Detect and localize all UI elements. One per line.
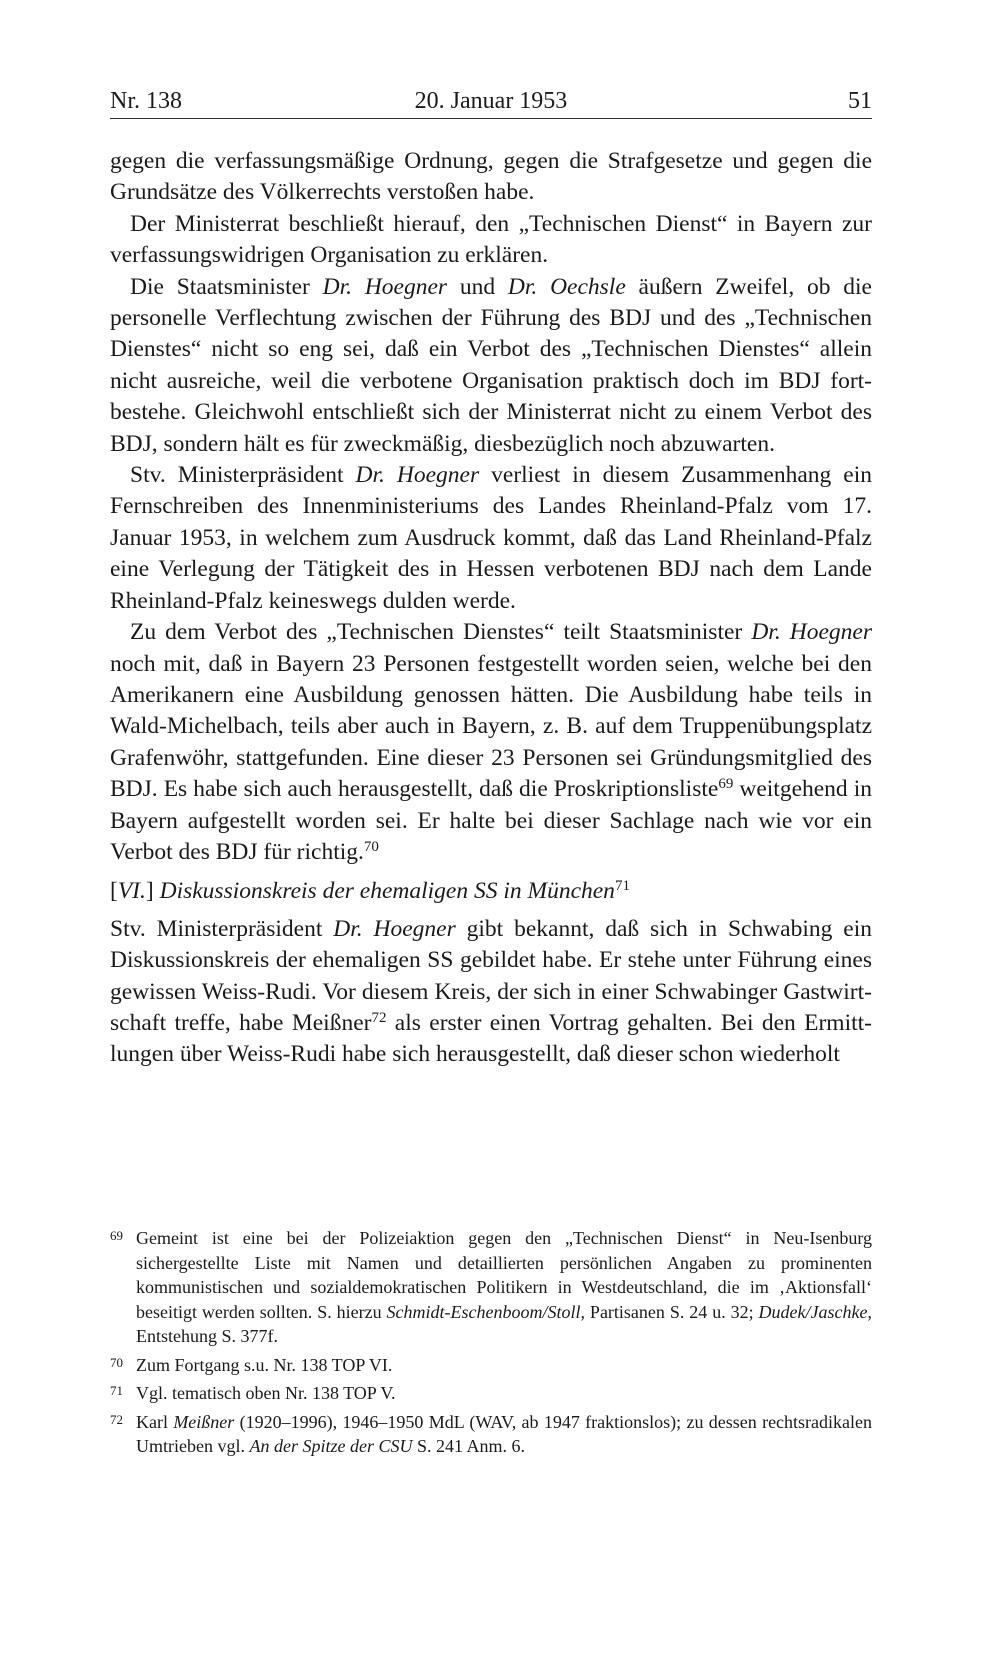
person-name: Dr. Oechsle <box>507 273 626 300</box>
paragraph-6 <box>110 914 872 1071</box>
person-name: Dr. Hoegner <box>355 462 480 489</box>
page-number: 51 <box>848 88 872 114</box>
footnote-text: , Entstehung S. 377f. <box>136 1301 872 1346</box>
document-number: Nr. 138 <box>110 88 182 114</box>
section-title: Diskussionskreis der ehemaligen SS in München <box>159 878 615 905</box>
paragraph-text: als erster einen Vortrag gehalten. Bei den Ermittlungen über Weiss-Rudi habe sich herausgestellt, daß dieser schon wiederholt <box>110 1009 872 1068</box>
paragraph-text: verliest in diesem Zusammenhang ein Fernschreiben des Innenministeriums des Landes Rheinland-Pfalz vom 17. Januar 1953, in welchem zum Ausdruck kommt, daß das Land Rheinland-Pfalz eine Verlegung der Tätigkeit des in Hessen verbotenen BDJ nach dem Lande Rheinland-Pfalz keineswegs dulden werde. <box>110 462 872 614</box>
person-name: Meißner <box>173 1411 235 1432</box>
main-text <box>110 146 872 1071</box>
footnote-71 <box>110 1381 872 1406</box>
citation-title: An der Spitze der CSU <box>249 1436 413 1456</box>
paragraph-text: und <box>447 273 508 300</box>
footnote-text: Vgl. tematisch oben Nr. 138 TOP V. <box>136 1383 396 1403</box>
header-date: 20. Januar 1953 <box>414 88 568 114</box>
footnote-text: S. 241 Anm. 6. <box>412 1436 525 1456</box>
paragraph-text: Stv. Ministerpräsident <box>110 915 334 942</box>
paragraph-2 <box>110 209 872 272</box>
paragraph-text: gegen die verfassungsmäßige Ordnung, gegen die Strafgesetze und gegen die Grundsätze des Völkerrechts verstoßen habe. <box>110 148 872 206</box>
section-numeral: VI. <box>117 878 146 905</box>
footnote-ref-69[interactable]: 69 <box>718 775 734 792</box>
footnote-text: Zum Fortgang s.u. Nr. 138 TOP VI. <box>136 1354 393 1375</box>
paragraph-text: Stv. Ministerpräsident <box>130 462 356 489</box>
footnote-text: Karl <box>136 1411 174 1432</box>
paragraph-5 <box>110 617 872 868</box>
footnote-text: , Partisanen S. 24 u. 32; <box>580 1301 759 1322</box>
footnote-number: 71 <box>110 1383 123 1398</box>
paragraph-text: äußern Zweifel, ob die personelle Verflechtung zwischen der Führung des BDJ und des „Technischen Dienstes“ nicht so eng sei, daß ein Verbot des „Technischen Dienstes“ allein nicht ausreiche, weil die verbotene Organisation praktisch doch im BDJ fortbestehe. Gleichwohl entschließt sich der Ministerrat nicht zu einem Verbot des BDJ, sondern hält es für zweckmäßig, diesbezüglich noch abzuwarten. <box>110 273 872 457</box>
footnote-number: 72 <box>110 1411 123 1427</box>
footnote-number: 69 <box>110 1228 123 1243</box>
paragraph-4 <box>110 460 872 617</box>
person-name: Dr. Hoegner <box>333 915 456 942</box>
paragraph-text: Die Staatsminister <box>130 273 323 300</box>
footnote-text: (1920–1996), 1946–1950 MdL (WAV, ab 1947 fraktionslos); zu dessen rechtsradikalen Umtrieben vgl. <box>136 1411 873 1456</box>
footnote-69 <box>110 1226 872 1349</box>
paragraph-text: gibt bekannt, daß sich in Schwabing ein Diskussionskreis der ehemaligen SS gebildet habe. Er stehe unter Führung eines gewissen Weiss-Rudi. Vor diesem Kreis, der sich in einer Schwabinger Gastwirtschaft treffe, habe Meißner <box>110 915 872 1036</box>
paragraph-text: noch mit, daß in Bayern 23 Personen festgestellt worden seien, welche bei den Amerikanern eine Ausbildung genossen hätten. Die Ausbildung habe teils in Wald-Michelbach, teils aber auch in Bayern, z. B. auf dem Truppenübungsplatz Grafenwöhr, stattgefunden. Eine dieser 23 Personen sei Gründungsmitglied des BDJ. Es habe sich auch herausgestellt, daß die Proskriptionsliste <box>110 650 872 803</box>
footnote-text: Gemeint ist eine bei der Polizeiaktion gegen den „Technischen Dienst“ in Neu-Isenburg sichergestellte Liste mit Namen und detaillierten persönlichen Angaben zu prominenten kommunistischen und sozialdemokratischen Politikern in Westdeutschland, die im ‚Aktionsfall‘ beseitigt werden sollten. S. hierzu <box>136 1228 872 1322</box>
footnote-72 <box>110 1410 872 1459</box>
paragraph-text: Zu dem Verbot des „Technischen Dienstes“ teilt Staatsminister <box>130 619 752 646</box>
footnote-number: 70 <box>110 1354 123 1370</box>
person-name: Dr. Hoegner <box>322 273 448 300</box>
footnote-ref-72[interactable]: 72 <box>371 1009 387 1026</box>
paragraph-text: weitgehend in Bayern aufgestellt worden sei. Er halte bei dieser Sachlage nach wie vor ein Verbot des BDJ für richtig. <box>110 776 872 865</box>
paragraph-3 <box>110 272 872 460</box>
section-bracket: ] <box>145 878 160 905</box>
running-header <box>110 84 872 119</box>
paragraph-1 <box>110 146 872 209</box>
footnote-ref-71[interactable]: 71 <box>614 878 630 895</box>
footnote-70 <box>110 1353 872 1378</box>
citation-author: Schmidt-Eschenboom/Stoll <box>386 1301 581 1322</box>
paragraph-text: Der Ministerrat beschließt hierauf, den „Technischen Dienst“ in Bayern zur verfassungswidrigen Organisation zu erklären. <box>110 210 872 269</box>
section-heading <box>110 876 872 907</box>
footnote-ref-70[interactable]: 70 <box>363 838 379 855</box>
section-bracket: [ <box>110 878 118 905</box>
person-name: Dr. Hoegner <box>751 619 872 646</box>
citation-author: Dudek/Jaschke <box>758 1301 868 1322</box>
footnotes <box>110 1226 872 1463</box>
